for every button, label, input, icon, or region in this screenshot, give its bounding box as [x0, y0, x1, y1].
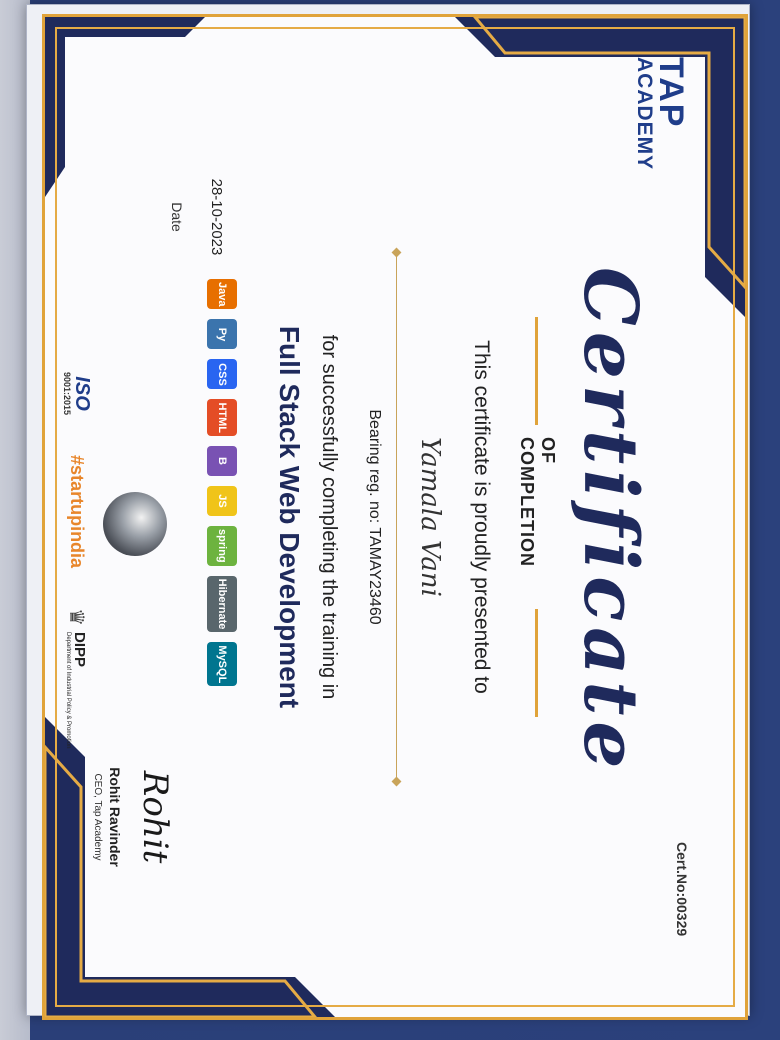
dipp-subtext: Department of Industrial Policy & Promotion	[65, 632, 72, 749]
java-icon: Java	[207, 279, 237, 309]
signatory-name: Rohit Ravinder	[107, 767, 123, 867]
certificate-subtitle: OF COMPLETION	[517, 436, 558, 567]
subtitle-row	[517, 317, 558, 717]
certificate	[42, 14, 748, 1020]
iso-number: 9001:2015	[62, 372, 72, 416]
certificate-number: Cert.No:00329	[674, 842, 690, 937]
logo-tap-text: TAP	[652, 57, 690, 129]
accreditation-badges	[59, 372, 95, 748]
hibernate-icon: Hibernate	[207, 576, 237, 633]
recipient-name: Yamala Vani	[415, 437, 445, 597]
date-label: Date	[169, 202, 185, 232]
signature: Rohit	[135, 770, 175, 864]
spring-icon: spring	[207, 526, 237, 566]
subtitle-line-left	[536, 317, 539, 425]
registration-number: Bearing reg. no: TAMAY23460	[366, 409, 383, 625]
logo-academy-text: ACADEMY	[633, 57, 656, 171]
date-value: 28-10-2023	[208, 178, 225, 256]
python-icon: Py	[207, 319, 237, 349]
iso-mark: ISO	[71, 376, 93, 411]
corner-top-left-trim	[475, 17, 745, 287]
technology-logos	[204, 279, 240, 686]
dipp-badge	[65, 608, 90, 748]
hologram-seal	[103, 492, 167, 556]
html-icon: HTML	[207, 399, 237, 436]
javascript-icon: JS	[207, 486, 237, 516]
mysql-icon: MySQL	[207, 642, 237, 686]
completion-text: for successfully completing the training in	[318, 334, 340, 700]
dipp-mark: DIPP	[71, 632, 89, 668]
startup-india-badge: #startupindia	[67, 455, 88, 569]
presented-text: This certificate is proudly presented to	[470, 340, 493, 694]
national-emblem-icon: ♛	[65, 608, 88, 627]
subtitle-line-right	[536, 609, 539, 717]
bootstrap-icon: B	[207, 446, 237, 476]
signatory-title: CEO, Tap Academy	[92, 773, 103, 861]
name-underline	[396, 252, 397, 782]
iso-badge	[62, 372, 92, 415]
tap-academy-logo	[633, 57, 690, 257]
certificate-title: Certificate	[567, 267, 653, 775]
css-icon: CSS	[207, 359, 237, 389]
course-name: Full Stack Web Development	[274, 325, 305, 709]
